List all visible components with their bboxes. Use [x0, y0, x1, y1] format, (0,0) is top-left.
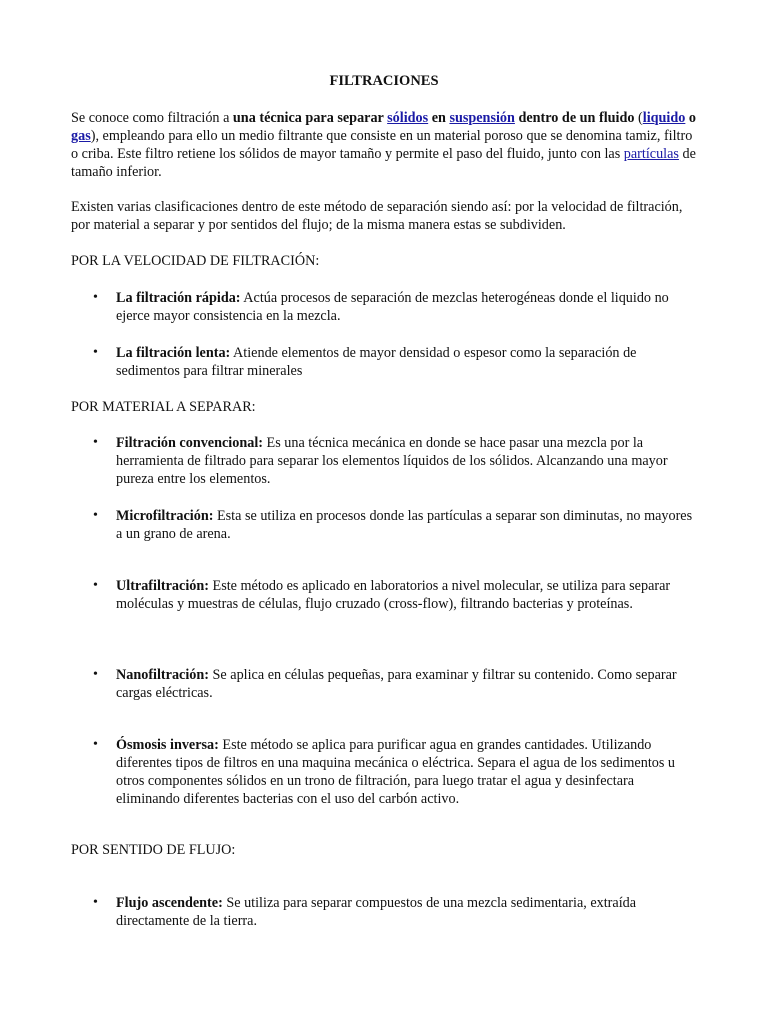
item-text: Esta se utiliza en procesos donde las partículas a separar son diminutas, no mayores a un grano de arena. — [116, 508, 693, 542]
item-term: Nanofiltración: — [116, 667, 209, 683]
intro-text-4: de tamaño inferior. — [71, 146, 696, 180]
classification-paragraph: Existen varias clasificaciones dentro de este método de separación siendo así: por la velocidad de filtración, por material a separar y por sentidos del flujo; de la misma manera estas se subdividen. — [71, 199, 683, 233]
item-term: Ultrafiltración: — [116, 578, 209, 594]
item-text: Atiende elementos de mayor densidad o espesor como la separación de sedimentos para filtrar minerales — [116, 345, 637, 379]
item-term: La filtración lenta: — [116, 345, 231, 361]
document-title: FILTRACIONES — [329, 73, 439, 89]
link-gas[interactable]: gas — [71, 128, 91, 144]
item-text: Este método es aplicado en laboratorios a nivel molecular, se utiliza para separar moléculas y muestras de células, flujo cruzado (cross-flow), filtrando bacterias y proteínas. — [116, 578, 671, 612]
item-text: Es una técnica mecánica en donde se hace pasar una mezcla por la herramienta de filtrado para separar los elementos líquidos de los sólidos. Alcanzando una mayor pureza entre los elementos. — [116, 435, 668, 487]
item-text: Este método se aplica para purificar agua en grandes cantidades. Utilizando diferentes tipos de filtros en una maquina mecánica o eléctrica. Separa el agua de los sedimentos u otros componentes sólidos en un trono de filtración, para luego tratar el agua y desinfectara eliminando diferentes bacterias con el uso del carbón activo. — [116, 737, 676, 807]
intro-bold-2: en — [428, 110, 450, 126]
item-term: La filtración rápida: — [116, 290, 241, 306]
intro-text-3: ), empleando para ello un medio filtrante que consiste en un material poroso que se denomina tamiz, filtro o criba. Este filtro retiene los sólidos de mayor tamaño y permite el paso del fluido, junto con las — [71, 128, 693, 162]
intro-text-2: ( — [634, 110, 643, 126]
link-liquido[interactable]: liquido — [642, 110, 686, 126]
bullet-icon: • — [93, 667, 98, 682]
bullet-icon: • — [93, 895, 98, 910]
item-term: Filtración convencional: — [116, 435, 263, 451]
heading-sentido-flujo: POR SENTIDO DE FLUJO: — [71, 842, 236, 858]
bullet-icon: • — [93, 578, 98, 593]
list-item — [93, 577, 693, 613]
item-text: Se aplica en células pequeñas, para examinar y filtrar su contenido. Como separar cargas eléctricas. — [116, 667, 677, 701]
list-item — [93, 507, 693, 543]
bullet-icon: • — [93, 508, 98, 523]
link-suspension[interactable]: suspensión — [449, 110, 515, 126]
link-particulas[interactable]: partículas — [623, 146, 679, 162]
bullet-icon: • — [93, 737, 98, 752]
intro-bold-1: una técnica para separar — [232, 110, 388, 126]
intro-bold-3: dentro de un fluido — [514, 110, 635, 126]
intro-text-1: Se conoce como filtración a — [71, 110, 233, 126]
list-item — [93, 344, 693, 380]
item-text: Actúa procesos de separación de mezclas heterogéneas donde el liquido no ejerce mayor consistencia en la mezcla. — [116, 290, 669, 324]
list-item — [93, 894, 693, 930]
heading-velocidad: POR LA VELOCIDAD DE FILTRACIÓN: — [71, 253, 320, 269]
list-item — [93, 434, 693, 488]
list-item — [93, 736, 693, 808]
link-solidos[interactable]: sólidos — [387, 110, 429, 126]
list-item — [93, 666, 693, 702]
item-text: Se utiliza para separar compuestos de una mezcla sedimentaria, extraída directamente de la tierra. — [116, 895, 637, 929]
intro-paragraph — [71, 109, 701, 181]
item-term: Flujo ascendente: — [116, 895, 223, 911]
bullet-icon: • — [93, 435, 98, 450]
bullet-icon: • — [93, 290, 98, 305]
list-item — [93, 289, 693, 325]
bullet-icon: • — [93, 345, 98, 360]
item-term: Ósmosis inversa: — [116, 737, 219, 753]
item-term: Microfiltración: — [116, 508, 214, 524]
intro-bold-4: o — [685, 110, 696, 126]
heading-material: POR MATERIAL A SEPARAR: — [71, 399, 256, 415]
